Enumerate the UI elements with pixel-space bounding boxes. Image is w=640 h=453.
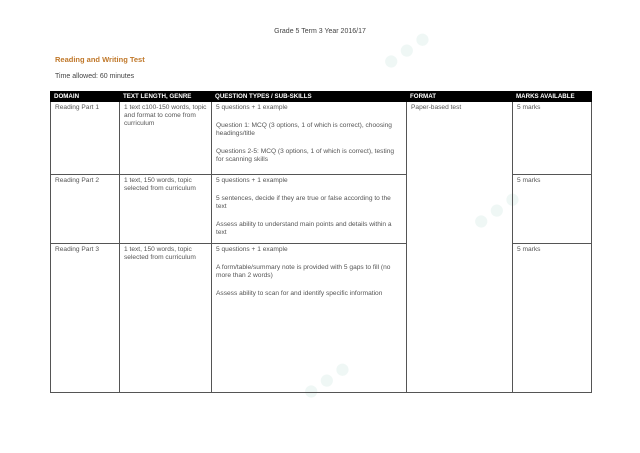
column-header-question-types: QUESTION TYPES / SUB-SKILLS [212, 92, 407, 102]
question-line: A form/table/summary note is provided with 5 gaps to fill (no more than 2 words) [216, 264, 391, 279]
question-line: 5 questions + 1 example [216, 104, 288, 111]
column-header-marks: MARKS AVAILABLE [513, 92, 592, 102]
question-types-cell [212, 102, 407, 175]
domain-cell: Reading Part 2 [51, 175, 120, 244]
domain-cell: Reading Part 1 [51, 102, 120, 175]
test-spec-table [50, 91, 592, 393]
time-allowed: Time allowed: 60 minutes [55, 73, 135, 80]
question-types-cell [212, 175, 407, 244]
question-line: Assess ability to understand main points and details within a text [216, 221, 392, 236]
question-line: Questions 2-5: MCQ (3 options, 1 of which is correct), testing for scanning skills [216, 148, 395, 163]
marks-cell: 5 marks [513, 244, 592, 393]
document-header: Grade 5 Term 3 Year 2016/17 [274, 28, 366, 35]
text-length-cell: 1 text, 150 words, topic selected from curriculum [120, 175, 212, 244]
question-types-cell [212, 244, 407, 393]
column-header-format: FORMAT [407, 92, 513, 102]
column-header-text-length: TEXT LENGTH, GENRE [120, 92, 212, 102]
format-cell: Paper-based test [407, 102, 513, 393]
text-length-cell: 1 text, 150 words, topic selected from curriculum [120, 244, 212, 393]
question-line: 5 questions + 1 example [216, 177, 288, 184]
domain-cell: Reading Part 3 [51, 244, 120, 393]
table-row [51, 102, 592, 175]
test-title: Reading and Writing Test [55, 55, 145, 64]
question-line: Question 1: MCQ (3 options, 1 of which is correct), choosing headings/title [216, 122, 392, 137]
marks-cell: 5 marks [513, 102, 592, 175]
question-line: 5 sentences, decide if they are true or false according to the text [216, 195, 391, 210]
watermark: ● ● ● [299, 356, 353, 403]
marks-cell: 5 marks [513, 175, 592, 244]
watermark: ● ● ● [469, 186, 523, 233]
question-line: Assess ability to scan for and identify specific information [216, 290, 383, 297]
text-length-cell: 1 text c100-150 words, topic and format to come from curriculum [120, 102, 212, 175]
column-header-domain: DOMAIN [51, 92, 120, 102]
question-line: 5 questions + 1 example [216, 246, 288, 253]
watermark: ● ● ● [379, 26, 433, 73]
table-header-row [51, 92, 592, 102]
